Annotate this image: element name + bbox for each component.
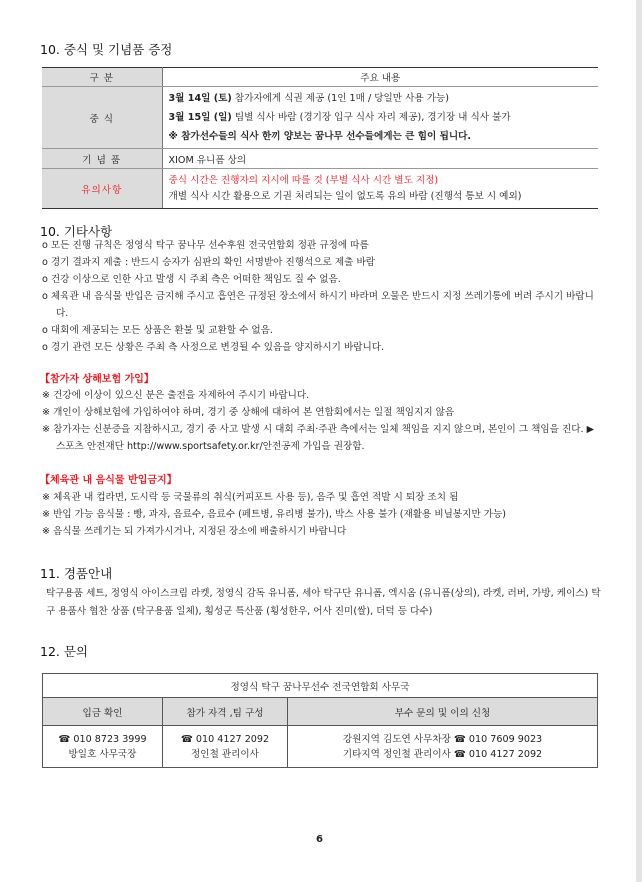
list-item: o 대회에 제공되는 모든 상품은 환불 및 교환할 수 없음. [42, 325, 273, 336]
insurance-list [42, 387, 602, 455]
food-list [42, 489, 602, 540]
list-item: ※ 음식물 쓰레기는 되 가져가시거나, 지정된 장소에 배출하시기 바랍니다 [42, 526, 347, 537]
lunch-note: ※ 참가선수들의 식사 한끼 양보는 꿈나무 선수들에게는 큰 힘이 됩니다. [168, 131, 472, 142]
list-item: ※ 개인이 상해보험에 가입하여야 하며, 경기 중 상해에 대하여 본 연합회에서는 일절 책임지지 않음 [42, 407, 455, 418]
food-title: 【체육관 내 음식물 반입금지】 [40, 475, 177, 486]
section-title-meal: 10. 중식 및 기념품 증정 [40, 42, 173, 57]
header-category: 구 분 [42, 68, 162, 87]
lunch-text: 팀별 식사 바람 (경기장 입구 식사 자리 제공), 경기장 내 식사 불가 [231, 112, 511, 123]
date: 3월 15일 (일) [168, 112, 232, 123]
list-item: o 건강 이상으로 인한 사고 발생 시 주최 측은 어떠한 책임도 질 수 없음. [42, 274, 341, 285]
list-item: ※ 체육관 내 컵라면, 도시락 등 국물류의 취식(커피포트 사용 등), 음주 및 흡연 적발 시 퇴장 조치 됨 [42, 492, 459, 503]
page-edge [636, 0, 642, 882]
caution-red: 중식 시간은 진행자의 지시에 따를 것 (부별 식사 시간 별도 지정) [168, 174, 439, 186]
col-division: 부수 문의 및 이의 신청 [288, 698, 598, 726]
caution-text: 개별 식사 시간 활용으로 기권 처리되는 일이 없도록 유의 바람 (진행석 통보 시 예외) [168, 190, 522, 202]
etc-list [42, 237, 602, 356]
lunch-content [162, 87, 598, 149]
person: 방일호 사무국장 [68, 748, 137, 760]
phone: ☎ 010 8723 3999 [58, 733, 147, 745]
gift-label: 기 념 품 [42, 149, 162, 169]
caution-label: 유의사항 [42, 169, 162, 209]
section-title-prizes: 11. 경품안내 [40, 566, 113, 581]
section-title-contact: 12. 문의 [40, 644, 89, 659]
lunch-text: 참가자에게 식권 제공 (1인 1매 / 당일만 사용 가능) [231, 93, 449, 104]
contact-line: 강원지역 김도연 사무차장 ☎ 010 7609 9023 [342, 733, 543, 745]
list-item: o 체육관 내 음식물 반입은 금지해 주시고 흡연은 규정된 장소에서 하시기 바라며 오물은 반드시 지정 쓰레기통에 버려 주시기 바랍니다. [42, 291, 594, 319]
gift-content: XIOM 유니폼 상의 [162, 149, 598, 169]
page-number: 6 [316, 834, 323, 845]
list-item: o 경기 관련 모든 상황은 주최 측 사정으로 변경될 수 있음을 양지하시기 바랍니다. [42, 342, 385, 353]
phone: ☎ 010 4127 2092 [180, 733, 270, 745]
meal-table [42, 67, 598, 209]
col-eligibility: 참가 자격 ,팀 구성 [163, 698, 288, 726]
list-item: ※ 반입 가능 음식물 : 빵, 과자, 음료수, 음료수 (페트병, 유리병 불가), 박스 사용 불가 (재활용 비닐봉지만 가능) [42, 509, 507, 520]
contact-line: 기타지역 정인철 관리이사 ☎ 010 4127 2092 [342, 748, 543, 760]
insurance-title: 【참가자 상해보험 가입】 [40, 374, 154, 385]
date: 3월 14일 (토) [168, 93, 232, 104]
list-item: ※ 참가자는 신분증을 지참하시고, 경기 중 사고 발생 시 대회 주최·주관 측에서는 일체 책임을 지지 않으며, 본인이 그 책임을 진다. ▶ 스포츠 안전재단 http://www.sportsafety.or.kr/안전공제 가입을 권장함. [42, 424, 594, 452]
list-item: ※ 건강에 이상이 있으신 분은 출전을 자제하여 주시기 바랍니다. [42, 390, 310, 401]
person: 정인철 관리이사 [191, 748, 259, 760]
header-content: 주요 내용 [162, 68, 598, 87]
caution-content [162, 169, 598, 209]
prizes-text: 탁구용품 세트, 정영식 아이스크림 라켓, 정영식 감독 유니폼, 세아 탁구단 유니폼, 엑시옴 (유니폼(상의), 라켓, 러버, 가방, 케이스) 탁구 용품사 협찬 상품 (탁구용품 일체), 횡성군 특산품 (횡성한우, 어사 진미(쌀), 더덕 등 다수) [46, 588, 601, 617]
contact-table [42, 673, 598, 768]
org-name: 정영식 탁구 꿈나무선수 전국연합회 사무국 [43, 674, 598, 698]
section-title-etc: 10. 기타사항 [40, 224, 113, 239]
lunch-label: 중 식 [42, 87, 162, 149]
list-item: o 모든 진행 규칙은 정영식 탁구 꿈나무 선수후원 전국연합회 정관 규정에 따름 [42, 240, 369, 251]
col-deposit: 입금 확인 [43, 698, 163, 726]
list-item: o 경기 결과지 제출 : 반드시 승자가 심판의 확인 서명받아 진행석으로 제출 바람 [42, 257, 375, 268]
